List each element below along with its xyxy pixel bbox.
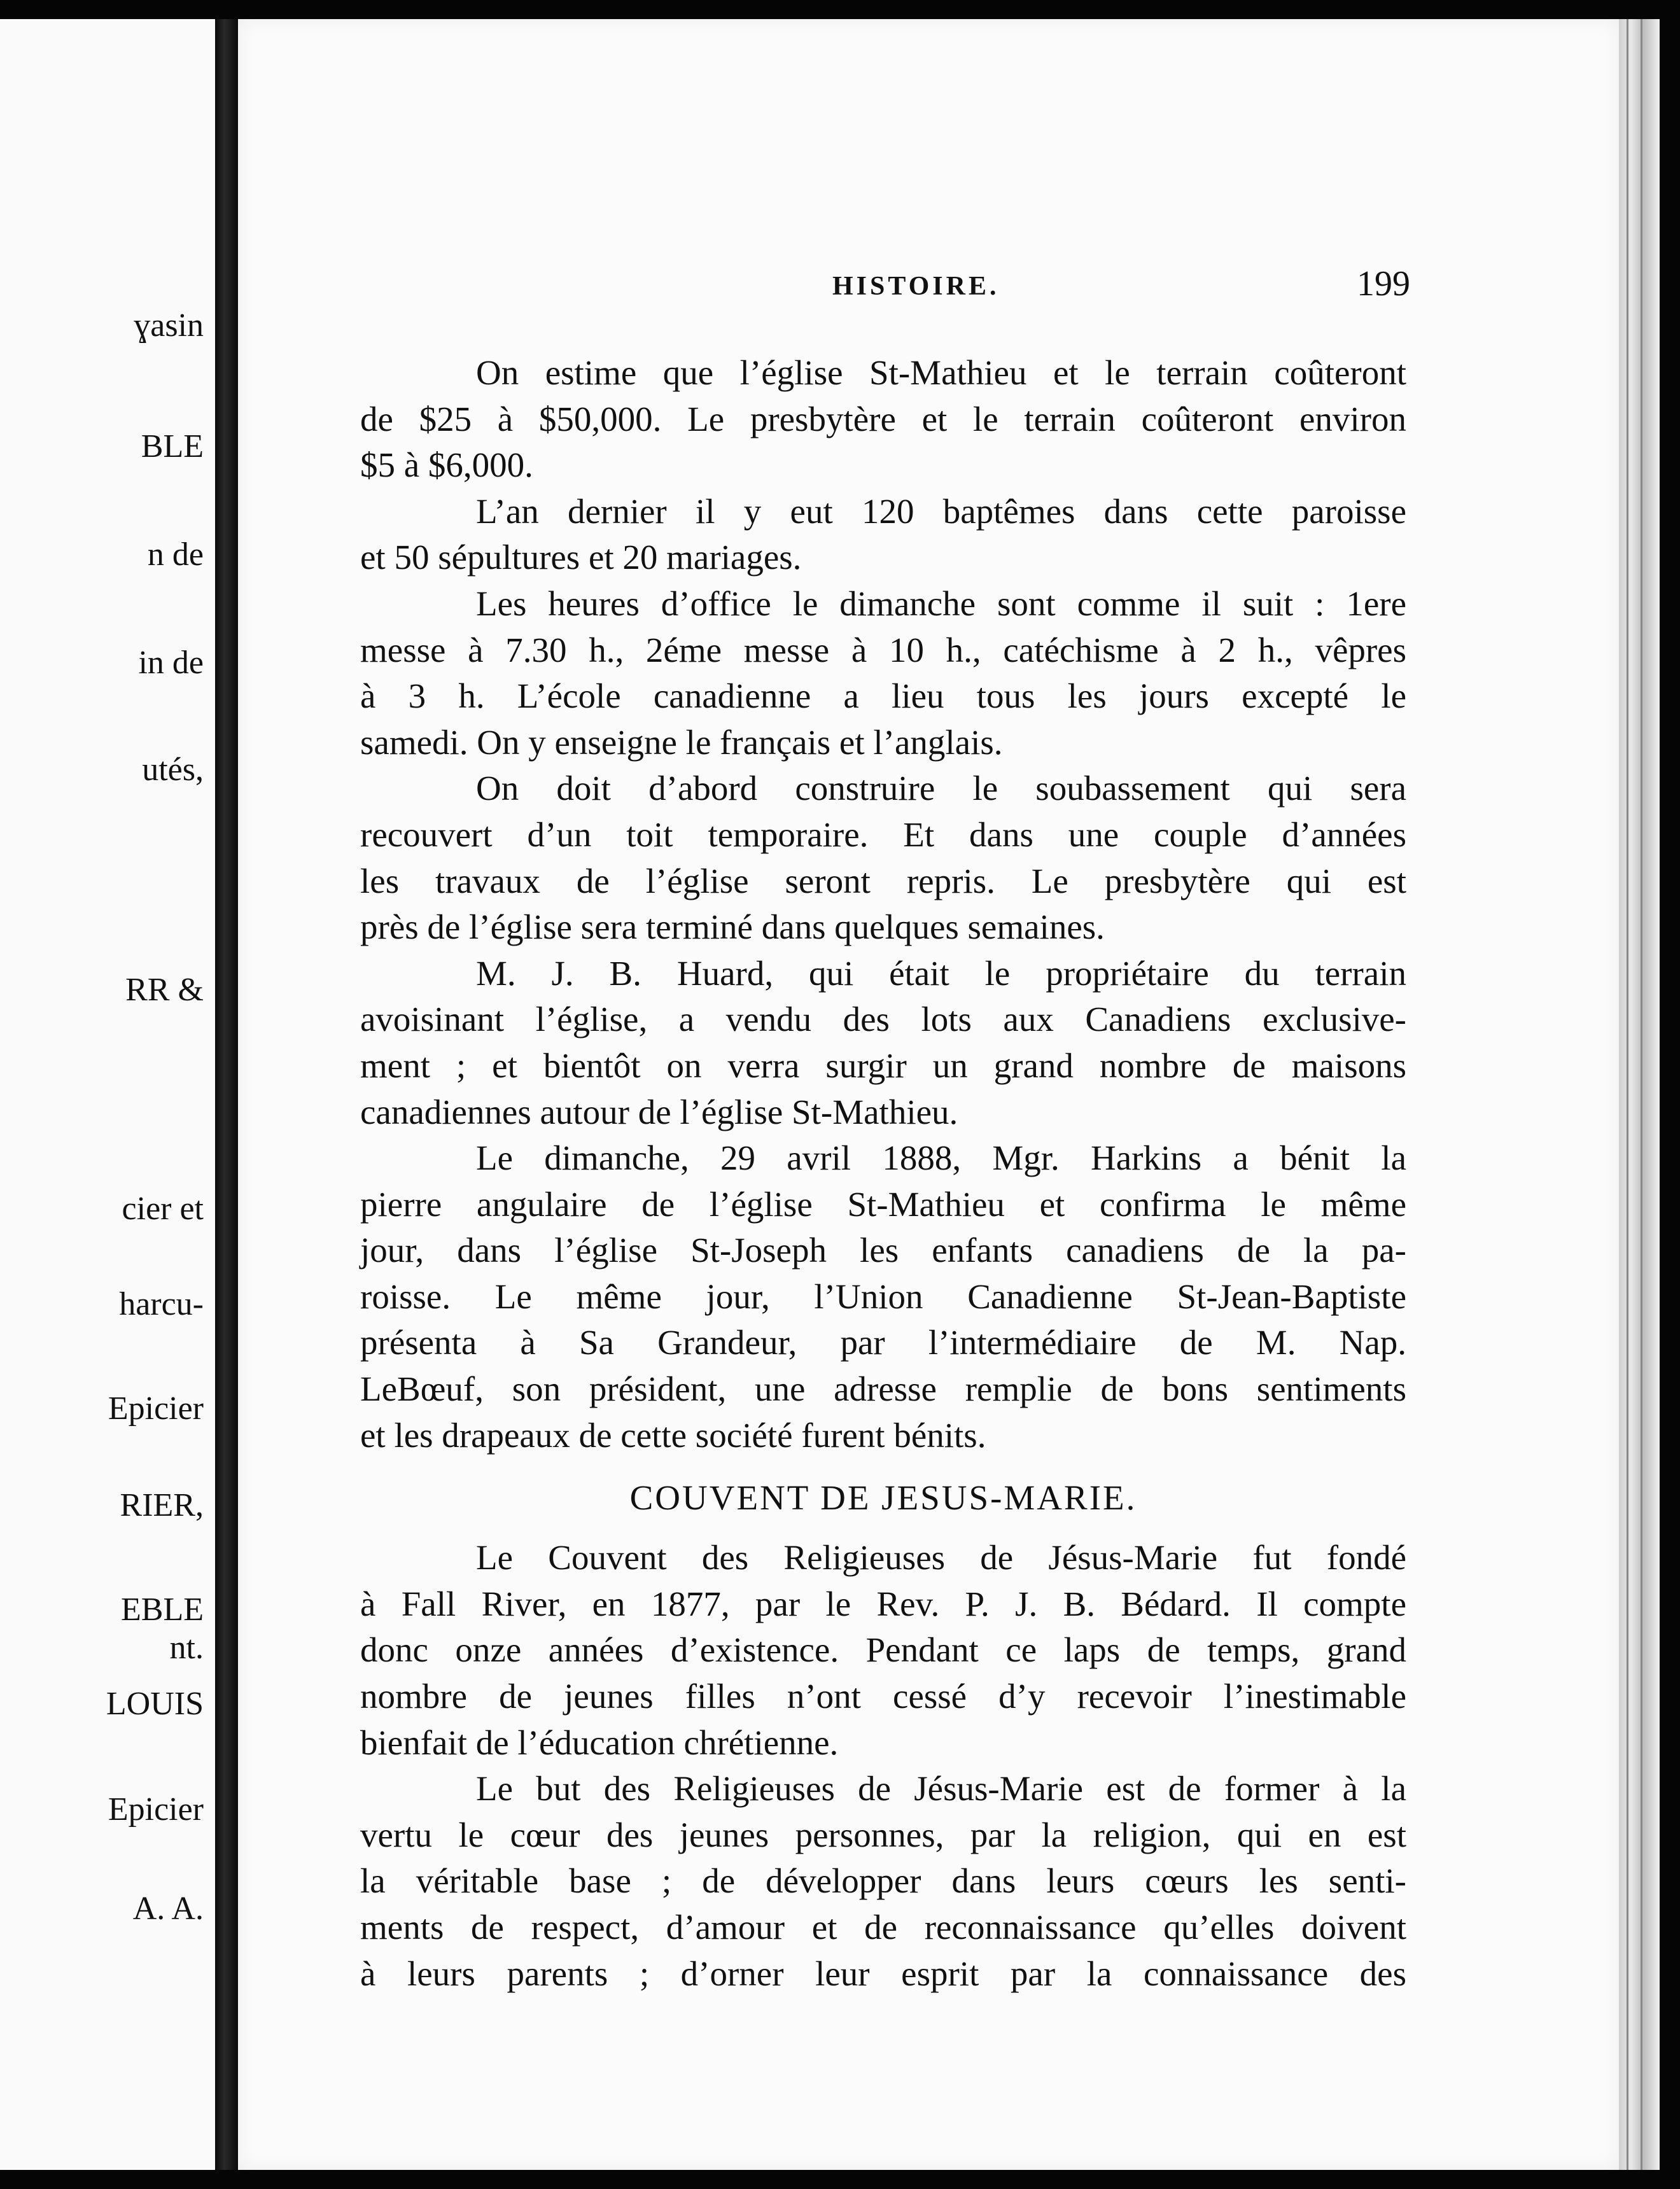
paragraph bbox=[360, 1535, 1406, 1766]
left-facing-page bbox=[0, 19, 215, 2170]
left-fragment: in de bbox=[138, 645, 204, 681]
left-fragment: harcu- bbox=[119, 1286, 204, 1322]
book-page bbox=[238, 19, 1619, 2170]
text-line: et 50 sépultures et 20 mariages. bbox=[360, 538, 802, 577]
left-fragment: BLE bbox=[141, 428, 204, 465]
text-line: L’an dernier il y eut 120 baptêmes dans cette paroisse bbox=[476, 491, 1406, 531]
text-line: à Fall River, en 1877, par le Rev. P. J. B. Bédard. Il compte bbox=[360, 1584, 1406, 1623]
left-fragment: A. A. bbox=[132, 1891, 204, 1927]
left-fragment: cier et bbox=[122, 1191, 204, 1227]
page-edge-line bbox=[1627, 19, 1628, 2170]
paragraph bbox=[360, 1766, 1406, 1997]
text-line: bienfait de l’éducation chrétienne. bbox=[360, 1723, 839, 1762]
text-line: Les heures d’office le dimanche sont comme il suit : 1ere bbox=[476, 584, 1406, 623]
paragraph bbox=[360, 951, 1406, 1135]
text-line: de $25 à $50,000. Le presbytère et le terrain coûteront environ bbox=[360, 399, 1406, 438]
text-line: jour, dans l’église St-Joseph les enfants canadiens de la pa- bbox=[360, 1231, 1406, 1270]
paragraph bbox=[360, 489, 1406, 581]
text-line: près de l’église sera terminé dans quelques semaines. bbox=[360, 907, 1105, 947]
left-fragment: RIER, bbox=[120, 1487, 204, 1523]
page-edge-line bbox=[1641, 19, 1642, 2170]
text-line: vertu le cœur des jeunes personnes, par la religion, qui en est bbox=[360, 1815, 1406, 1854]
text-line: messe à 7.30 h., 2éme messe à 10 h., catéchisme à 2 h., vêpres bbox=[360, 630, 1406, 669]
text-line: à 3 h. L’école canadienne a lieu tous les jours excepté le bbox=[360, 676, 1406, 716]
left-fragment: utés, bbox=[142, 752, 204, 788]
left-fragment: LOUIS bbox=[106, 1686, 204, 1722]
text-line: On doit d’abord construire le soubassement qui sera bbox=[476, 769, 1406, 808]
page-header bbox=[238, 263, 1619, 314]
page-number: 199 bbox=[1357, 264, 1410, 304]
text-line: et les drapeaux de cette société furent bénits. bbox=[360, 1415, 986, 1455]
text-line: donc onze années d’existence. Pendant ce laps de temps, grand bbox=[360, 1630, 1406, 1670]
text-line: la véritable base ; de développer dans leurs cœurs les senti- bbox=[360, 1861, 1406, 1901]
page-stack-edge bbox=[1619, 19, 1660, 2170]
text-line: recouvert d’un toit temporaire. Et dans une couple d’années bbox=[360, 815, 1406, 854]
text-line: avoisinant l’église, a vendu des lots aux Canadiens exclusive- bbox=[360, 1000, 1406, 1039]
text-line: ment ; et bientôt on verra surgir un grand nombre de maisons bbox=[360, 1046, 1406, 1085]
text-line: Le dimanche, 29 avril 1888, Mgr. Harkins a bénit la bbox=[476, 1138, 1406, 1178]
text-line: les travaux de l’église seront repris. Le presbytère qui est bbox=[360, 861, 1406, 900]
left-fragment: ɣasin bbox=[134, 307, 204, 344]
text-line: pierre angulaire de l’église St-Mathieu et confirma le même bbox=[360, 1184, 1406, 1224]
book-gutter bbox=[215, 19, 238, 2170]
section-heading: COUVENT DE JESUS-MARIE. bbox=[629, 1478, 1137, 1518]
text-line: à leurs parents ; d’orner leur esprit par la connaissance des bbox=[360, 1954, 1406, 1993]
left-fragment: Epicier bbox=[108, 1791, 204, 1828]
text-line: canadiennes autour de l’église St-Mathieu. bbox=[360, 1092, 958, 1131]
text-line: nombre de jeunes filles n’ont cessé d’y recevoir l’inestimable bbox=[360, 1677, 1406, 1716]
left-fragment: Epicier bbox=[108, 1390, 204, 1427]
left-fragment: nt. bbox=[169, 1630, 204, 1666]
text-line: samedi. On y enseigne le français et l’anglais. bbox=[360, 722, 1003, 762]
text-line: Le but des Religieuses de Jésus-Marie est de former à la bbox=[476, 1769, 1406, 1808]
paragraph bbox=[360, 766, 1406, 950]
left-fragment: RR & bbox=[125, 972, 204, 1008]
left-fragment: n de bbox=[147, 536, 204, 573]
text-line: ments de respect, d’amour et de reconnaissance qu’elles doivent bbox=[360, 1908, 1406, 1947]
paragraph bbox=[360, 350, 1406, 489]
running-head: HISTOIRE. bbox=[832, 272, 1000, 301]
text-line: LeBœuf, son président, une adresse remplie de bons sentiments bbox=[360, 1369, 1406, 1409]
body-text bbox=[360, 350, 1406, 1997]
left-fragment: EBLE bbox=[121, 1591, 204, 1628]
paragraph bbox=[360, 1135, 1406, 1458]
text-line: M. J. B. Huard, qui était le propriétaire du terrain bbox=[476, 953, 1406, 993]
paragraph bbox=[360, 581, 1406, 766]
text-line: présenta à Sa Grandeur, par l’intermédiaire de M. Nap. bbox=[360, 1323, 1406, 1362]
text-line: roisse. Le même jour, l’Union Canadienne St-Jean-Baptiste bbox=[360, 1276, 1406, 1316]
text-line: On estime que l’église St-Mathieu et le terrain coûteront bbox=[476, 353, 1406, 392]
text-line: Le Couvent des Religieuses de Jésus-Marie fut fondé bbox=[476, 1538, 1406, 1577]
text-line: $5 à $6,000. bbox=[360, 445, 533, 485]
